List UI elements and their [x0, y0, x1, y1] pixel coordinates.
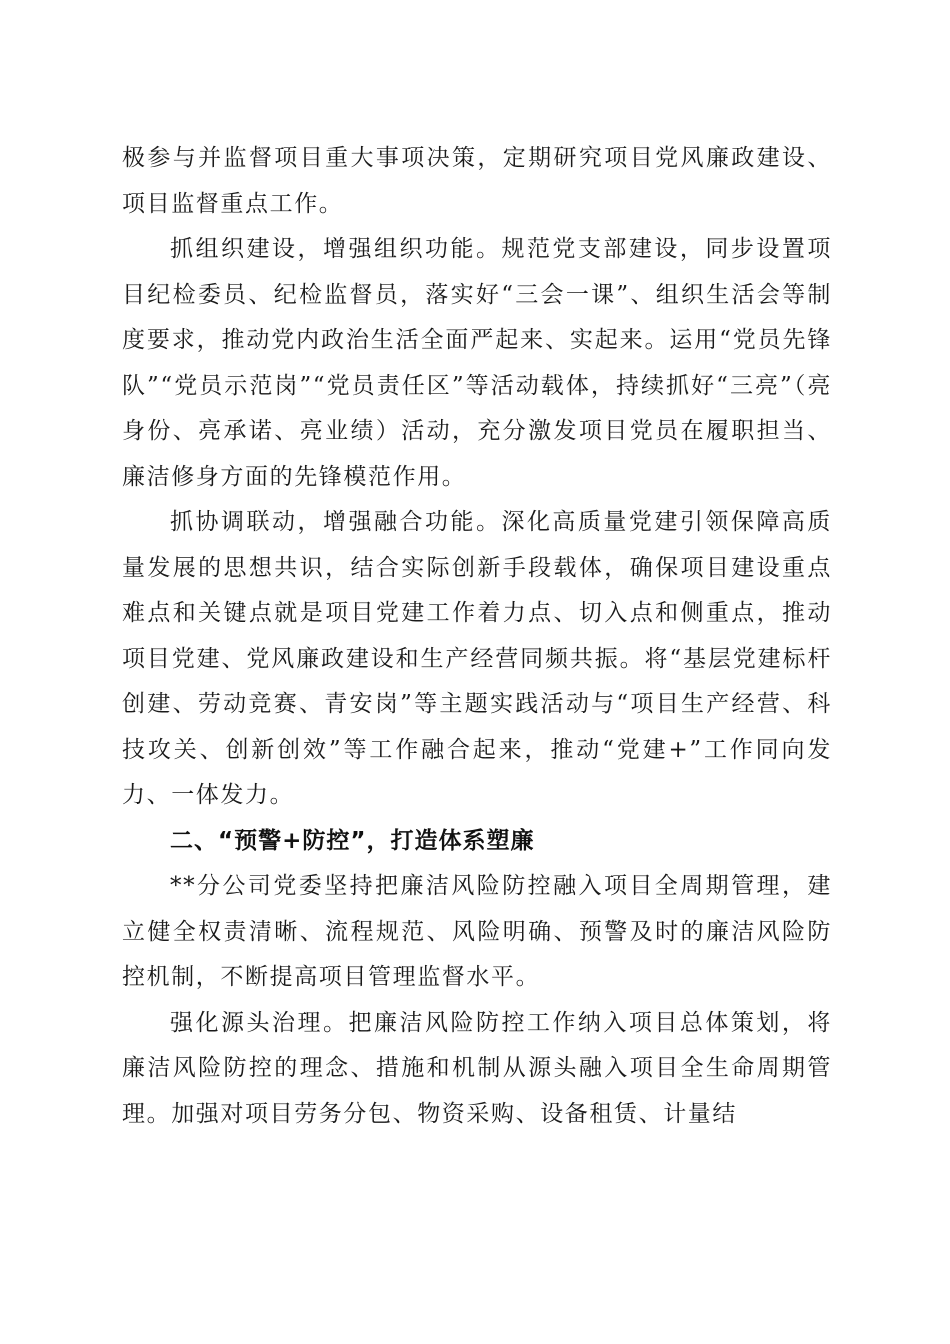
paragraph-coordination: 抓协调联动，增强融合功能。深化高质量党建引领保障高质量发展的思想共识，结合实际创新手段载体，确保项目建设重点难点和关键点就是项目党建工作着力点、切入点和侧重点，推动项目党建、党风廉政建设和生产经营同频共振。将“基层党建标杆创建、劳动竞赛、青安岗”等主题实践活动与“项目生产经营、科技攻关、创新创效”等工作融合起来，推动“党建+”工作同向发力、一体发力。 [122, 509, 832, 808]
paragraph-source-governance: 强化源头治理。把廉洁风险防控工作纳入项目总体策划，将廉洁风险防控的理念、措施和机制从源头融入项目全生命周期管理。加强对项目劳务分包、物资采购、设备租赁、计量结 [122, 1009, 832, 1127]
paragraph-organization-building: 抓组织建设，增强组织功能。规范党支部建设，同步设置项目纪检委员、纪检监督员，落实好“三会一课”、组织生活会等制度要求，推动党内政治生活全面严起来、实起来。运用“党员先锋队”“党员示范岗”“党员责任区”等活动载体，持续抓好“三亮”（亮身份、亮承诺、亮业绩）活动，充分激发项目党员在履职担当、廉洁修身方面的先锋模范作用。 [122, 236, 832, 490]
document-body [122, 136, 832, 1137]
paragraph-continuation: 极参与并监督项目重大事项决策，定期研究项目党风廉政建设、项目监督重点工作。 [122, 145, 832, 217]
section-heading: 二、“预警+防控”，打造体系塑廉 [170, 827, 535, 854]
paragraph-risk-prevention-intro: **分公司党委坚持把廉洁风险防控融入项目全周期管理，建立健全权责清晰、流程规范、风险明确、预警及时的廉洁风险防控机制，不断提高项目管理监督水平。 [122, 873, 832, 990]
